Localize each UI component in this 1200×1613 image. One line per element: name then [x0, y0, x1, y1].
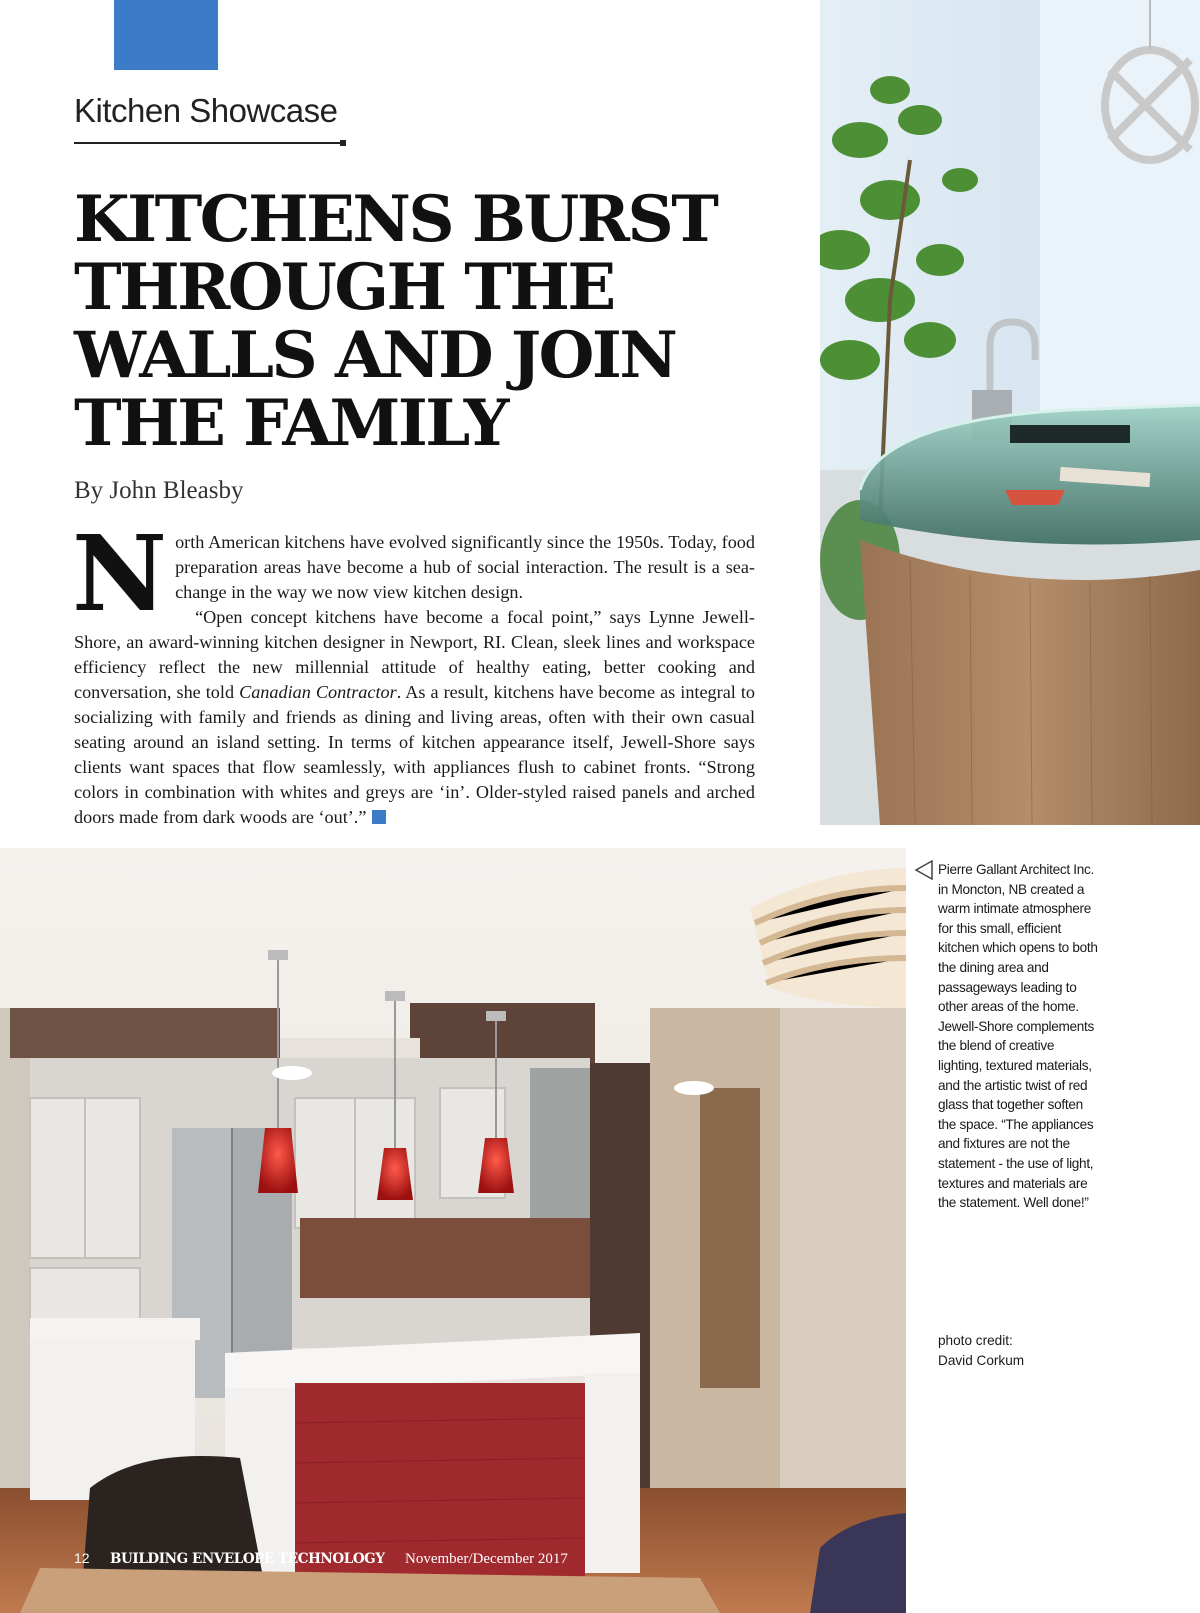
headline-line: KITCHENS BURST: [74, 182, 717, 257]
caption-pointer-icon: [914, 859, 934, 881]
article-paragraph: [74, 605, 755, 830]
headline-line: WALLS AND JOIN: [74, 318, 676, 393]
drop-cap: N: [72, 512, 168, 635]
article-paragraph: orth American kitchens have evolved significantly since the 1950s. Today, food preparation areas have become a hub of social interaction. The result is a sea-change in the way we now view kitchen design.: [175, 532, 755, 602]
end-mark-icon: [372, 810, 386, 824]
credit-label: photo credit:: [938, 1333, 1013, 1348]
publication-name: Canadian Contractor: [239, 682, 397, 702]
byline: By John Bleasby: [74, 477, 244, 504]
photo-caption: [938, 860, 1098, 1213]
page-footer: [74, 1550, 584, 1568]
article-text: “Open concept kitchens have become a focal point,” says Lynne Jewell-Shore, an award-winning kitchen designer in Newport, RI. Clean, sleek lines and workspace efficiency reflect the new millennial attitude of healthy eating, better cooking and conversation, she told: [74, 607, 755, 702]
glass-countertop-kitchen-photo: [820, 0, 1200, 825]
publication-title: BUILDING ENVELOPE TECHNOLOGY: [110, 1551, 385, 1567]
headline-line: THE FAMILY: [74, 386, 507, 461]
issue-date: November/December 2017: [405, 1551, 568, 1567]
article-text: . As a result, kitchens have become as integral to socializing with family and friends as dining and living areas, often with their own casual seating around an island setting. In terms of kitchen appearance itself, Jewell-Shore says clients want spaces that flow seamlessly, with appliances flush to cabinet fronts. “Strong colors in combination with whites and greys are ‘in’. Older-styled raised panels and arched doors made from dark woods are ‘out’.”: [74, 682, 755, 827]
credit-name: David Corkum: [938, 1352, 1025, 1368]
section-rule: [74, 142, 344, 144]
caption-text: Pierre Gallant Architect Inc. in Moncton, NB created a warm intimate atmosphere for this small, efficient kitchen which opens to both the dining area and passageways leading to other areas of the home. Jewell-Shore complements the blend of creative lighting, textured materials, and the artistic twist of red glass that together soften the space. “The appliances and fixtures are not the statement - the use of light, textures and materials are the statement. Well done!”: [938, 862, 1098, 1211]
section-label: Kitchen Showcase: [74, 92, 338, 129]
article-body: [72, 512, 755, 830]
page-number: 12: [74, 1550, 90, 1566]
accent-block: [114, 0, 218, 70]
headline-line: THROUGH THE: [74, 250, 614, 325]
photo-credit: [938, 1331, 1098, 1370]
headline: [74, 182, 774, 461]
section-rule-dot: [340, 140, 346, 146]
kitchen-red-pendant-lights-photo: [0, 848, 906, 1613]
